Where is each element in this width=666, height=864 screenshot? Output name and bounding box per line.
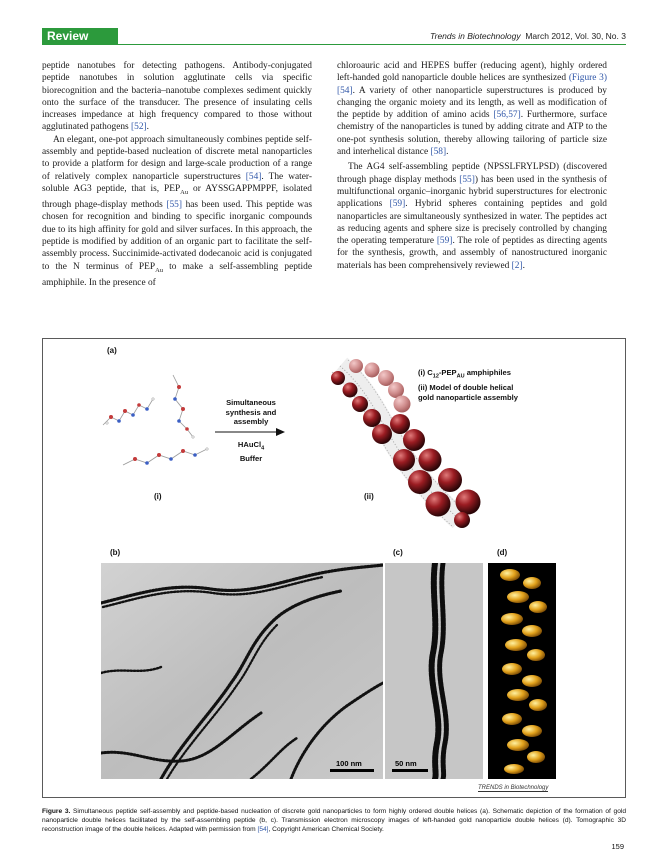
section-badge: Review — [42, 28, 118, 45]
citation-link[interactable]: [54] — [337, 85, 353, 96]
reaction-arrow — [215, 426, 285, 438]
left-paragraph-2 — [42, 134, 312, 289]
right-paragraph-1 — [337, 60, 607, 158]
text-run: ) has been used in the synthesis of multifunctional organic–inorganic hybrid superstructures for electronic applications — [337, 174, 607, 210]
left-paragraph-1 — [42, 60, 312, 134]
panel-label-a-ii: (ii) — [364, 492, 374, 501]
subscript: Au — [180, 188, 189, 196]
subscript: AU — [456, 373, 465, 380]
panel-label-a: (a) — [107, 346, 117, 355]
legend-item-model — [418, 383, 518, 403]
text-run: . A variety of other nanoparticle superstructures is produced by changing the organic moiety and its length, as well as modification of the peptide by addition of amino acids — [337, 85, 607, 121]
scale-label-c: 50 nm — [395, 759, 417, 768]
text-run: The AG4 self-assembling peptide (NPSSLFRYLPSD) (discovered through phage display methods — [337, 162, 607, 185]
legend-item-amphiphiles — [418, 368, 511, 382]
text-run: . — [522, 260, 525, 271]
citation-link[interactable]: [59] — [389, 199, 406, 210]
citation-link[interactable]: [54] — [257, 826, 269, 833]
figure-caption — [42, 807, 626, 834]
caption-label: Figure 3. — [42, 808, 71, 815]
tomography-image-d — [488, 563, 556, 779]
citation-link[interactable]: [55] — [459, 174, 475, 185]
panel-label-a-i: (i) — [154, 492, 162, 501]
scale-label-b: 100 nm — [336, 759, 362, 768]
reagent-text: HAuCl — [237, 440, 262, 449]
page-header — [42, 28, 626, 46]
text-run: . — [146, 122, 150, 133]
panel-label-d: (d) — [497, 548, 508, 557]
right-paragraph-2 — [337, 161, 607, 272]
text-run: chloroauric acid and HEPES buffer (reducing agent), highly ordered left-handed gold nanoparticle double helices are synthesized — [337, 61, 607, 84]
panel-label-c: (c) — [393, 548, 403, 557]
process-line: Simultaneous — [226, 398, 276, 407]
citation-link[interactable]: [59] — [436, 236, 453, 247]
scale-bar-c — [392, 769, 428, 772]
legend-text: amphiphiles — [464, 368, 511, 377]
legend-text: (ii) Model of double helical — [418, 383, 514, 392]
legend-text: gold nanoparticle assembly — [418, 393, 519, 402]
subscript: Au — [155, 266, 164, 274]
journal-info — [430, 31, 626, 41]
right-column — [337, 60, 607, 272]
process-label — [214, 398, 288, 427]
citation-link[interactable]: [56,57] — [493, 110, 521, 121]
caption-text: Simultaneous peptide self-assembly and peptide-based nucleation of discrete gold nanoparticles to form highly ordered double helices (a). Schematic depiction of the formation of gold nanoparticle double helices facilitated by the self-assembling peptide (b, c). Transmission electron microscopy images of left-handed gold nanoparticle double helices (d). Tomographic 3D reconstruction image of the double helices. Adapted with permission from — [42, 808, 627, 833]
citation-link[interactable]: [55] — [166, 200, 182, 211]
text-run: has been used. This peptide was chosen for recognition and binding to specific inorganic compounds due to its high affinity for gold and silver surfaces. In this approach, the peptide is modified by addition of an organic part to facilitate the self-assembly process. Succinimide-activated dodecanoic acid is conjugated to the N terminus of PEP — [42, 200, 312, 272]
citation-link[interactable]: [52] — [131, 122, 147, 133]
text-run: . Hybrid spheres containing peptides and gold nanoparticles are simultaneously synthesized in water. The peptides act as reducing agents and sphere size is precisely controlled by changing the operating temperature — [337, 199, 607, 247]
subscript: 4 — [261, 445, 265, 452]
journal-name: Trends in Biotechnology — [430, 31, 521, 41]
page-number: 159 — [611, 842, 624, 851]
legend-text: (i) C — [418, 368, 433, 377]
text-run: . The role of peptides as directing agents for the synthesis, growth, and assembly of nanostructured inorganic materials has been comprehensively reviewed — [337, 236, 607, 271]
tem-image-c — [385, 563, 483, 779]
text-run: or AYSSGAPPMPPF, isolated through phage-display methods — [42, 183, 312, 211]
header-rule — [118, 44, 626, 45]
peptide-molecules-image — [95, 365, 220, 485]
tem-image-b — [101, 563, 383, 779]
molecule-2 — [173, 375, 193, 437]
text-run: . The water-soluble AG3 peptide, that is, PEP — [42, 171, 312, 194]
molecule-1 — [103, 399, 153, 425]
scale-bar-b — [330, 769, 374, 772]
reagent-hauCl4 — [214, 440, 288, 454]
process-line: synthesis and — [225, 407, 277, 417]
process-line: assembly — [233, 417, 269, 426]
citation-link[interactable]: [2] — [511, 260, 523, 271]
figure-credit: TRENDS in Biotechnology — [478, 785, 549, 791]
text-run: . — [446, 147, 449, 158]
citation-link[interactable]: [58] — [430, 147, 447, 158]
molecule-3 — [123, 449, 207, 465]
text-run: to make a self-assembling peptide amphiphile. In the presence of — [42, 261, 312, 288]
text-run: An elegant, one-pot approach simultaneously combines peptide self-assembly and peptide-based nucleation of discrete metal nanoparticles to provide a platform for design and large-scale production of a range of relatively complex nanoparticle superstructures — [42, 134, 312, 182]
reagent-buffer: Buffer — [239, 454, 263, 464]
text-run: peptide nanotubes for detecting pathogens. Antibody-conjugated peptide nanotubes in solution agglutinate cells via specific biorecognition and the bacteria–nanotube complexes sediment quickly onto the surface of the transducer. The presence of insulating cells increases impedance at high frequency compared to those without agglutinated pathogens — [42, 61, 312, 133]
panel-label-b: (b) — [110, 548, 121, 557]
reagent-label — [214, 440, 288, 464]
figure-link[interactable]: (Figure 3) — [568, 73, 607, 84]
text-run: . Furthermore, surface chemistry of the nanoparticles is tuned by adding citrate and ATP to the one-pot synthesis solution, thereby allowing tailoring of particle size and interhelical distance — [337, 110, 607, 158]
left-column — [42, 60, 312, 289]
subscript: 12 — [432, 373, 439, 380]
journal-issue: March 2012, Vol. 30, No. 3 — [525, 31, 626, 41]
citation-link[interactable]: [54] — [245, 171, 262, 182]
caption-text: , Copyright American Chemical Society. — [268, 826, 384, 833]
legend-text: -PEP — [438, 368, 457, 377]
